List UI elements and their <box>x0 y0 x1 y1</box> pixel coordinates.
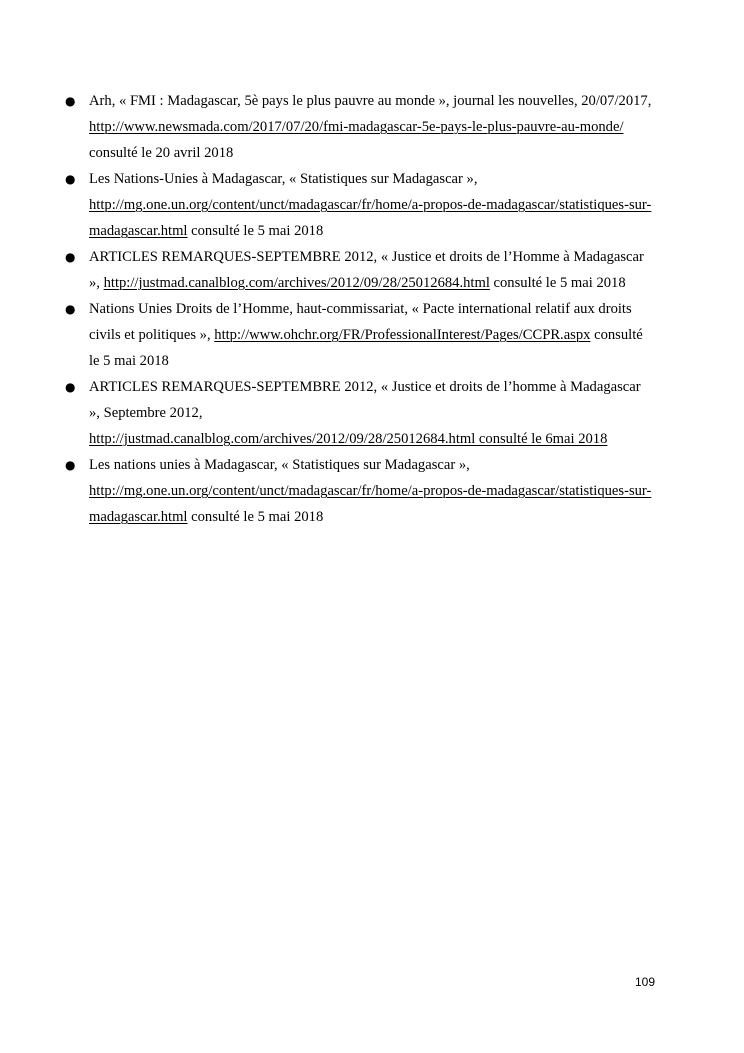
reference-item <box>65 88 655 166</box>
reference-link[interactable]: http://mg.one.un.org/content/unct/madagascar/fr/home/a-propos-de-madagascar/statistiques-sur-madagascar.html <box>89 483 652 525</box>
bullet-icon: ● <box>65 302 76 316</box>
reference-consulted: consulté le 5 mai 2018 <box>187 223 324 239</box>
reference-item <box>65 296 655 374</box>
page-number: 109 <box>634 975 655 989</box>
reference-link[interactable]: http://www.newsmada.com/2017/07/20/fmi-madagascar-5e-pays-le-plus-pauvre-au-monde/ <box>89 119 624 135</box>
reference-consulted: consulté le 5 mai 2018 <box>89 327 643 369</box>
bullet-icon: ● <box>65 380 76 394</box>
reference-text: ARTICLES REMARQUES-SEPTEMBRE 2012, « Justice et droits de l’Homme à Madagascar », <box>89 249 644 291</box>
reference-text: Les nations unies à Madagascar, « Statistiques sur Madagascar », <box>89 457 470 473</box>
reference-text: Arh, « FMI : Madagascar, 5è pays le plus pauvre au monde », journal les nouvelles, 20/07/2017, <box>89 93 652 109</box>
bullet-icon: ● <box>65 94 76 108</box>
reference-consulted: consulté le 5 mai 2018 <box>489 275 626 291</box>
bullet-icon: ● <box>65 250 76 264</box>
reference-item <box>65 166 655 244</box>
reference-link[interactable]: http://www.ohchr.org/FR/ProfessionalInterest/Pages/CCPR.aspx <box>214 327 591 343</box>
reference-text: Les Nations-Unies à Madagascar, « Statistiques sur Madagascar », <box>89 171 478 187</box>
reference-link[interactable]: http://justmad.canalblog.com/archives/2012/09/28/25012684.html consulté le 6mai 2018 <box>89 431 608 447</box>
reference-link[interactable]: http://mg.one.un.org/content/unct/madagascar/fr/home/a-propos-de-madagascar/statistiques-sur-madagascar.html <box>89 197 652 239</box>
bullet-icon: ● <box>65 172 76 186</box>
reference-item <box>65 374 655 452</box>
reference-consulted: consulté le 20 avril 2018 <box>89 145 234 161</box>
reference-item <box>65 244 655 296</box>
reference-text: Nations Unies Droits de l’Homme, haut-commissariat, « Pacte international relatif aux droits civils et politiques », <box>89 301 632 343</box>
reference-text: ARTICLES REMARQUES-SEPTEMBRE 2012, « Justice et droits de l’homme à Madagascar », Septembre 2012, <box>89 379 641 421</box>
bullet-icon: ● <box>65 458 76 472</box>
reference-list <box>65 88 655 530</box>
reference-consulted: consulté le 5 mai 2018 <box>187 509 324 525</box>
reference-link[interactable]: http://justmad.canalblog.com/archives/2012/09/28/25012684.html <box>103 275 490 291</box>
reference-item <box>65 452 655 530</box>
